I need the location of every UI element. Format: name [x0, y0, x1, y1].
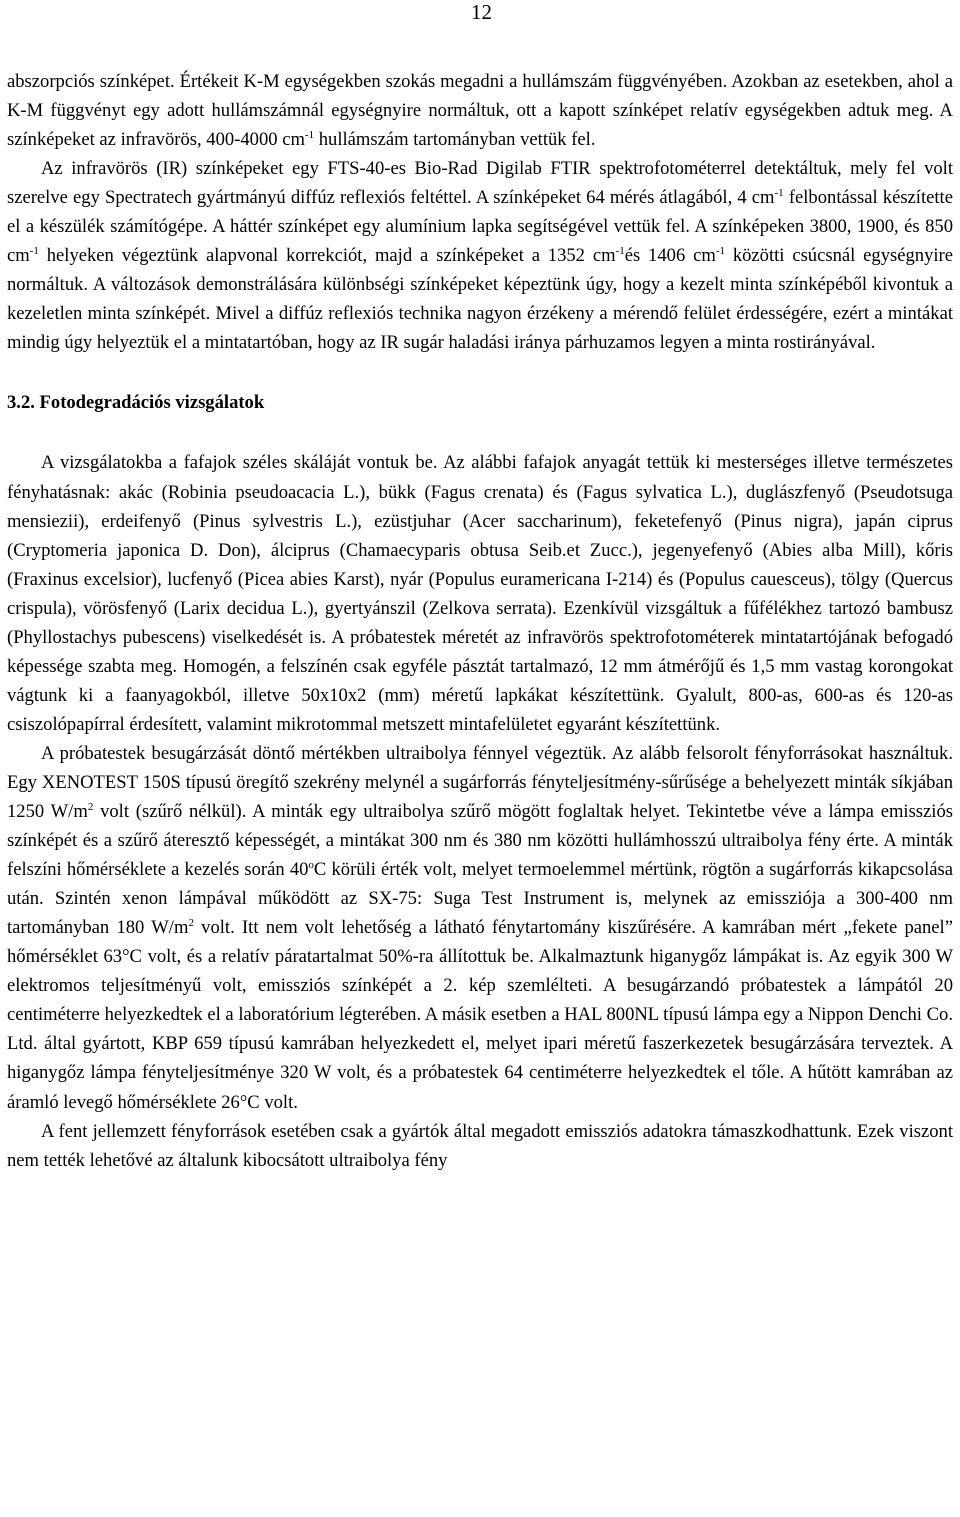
paragraph-emission-data: A fent jellemzett fényforrások esetében csak a gyártók által megadott emissziós adatokra támaszkodhattunk. Ezek viszont nem tették lehetővé az általunk kibocsátott ultraibolya fény — [7, 1120, 953, 1171]
spacer — [7, 357, 953, 388]
superscript: -1 — [774, 187, 784, 200]
page-number: 12 — [471, 0, 492, 24]
text-run: A próbatestek besugárzását döntő mértékben ultraibolya fénnyel végeztük. Az alább felsorolt fényforrásokat használtuk. Egy XENOTEST 150S típusú öregítő szekrény melynél a sugárforrás fényteljesítmény-sűrűsége a behelyezett minták síkjában 1250 W/m — [7, 742, 953, 823]
paragraph-light-sources — [7, 739, 953, 1117]
superscript: -1 — [304, 129, 315, 142]
superscript: -1 — [715, 245, 725, 258]
text-run: és 1406 cm — [624, 245, 716, 267]
superscript: -1 — [615, 245, 625, 258]
text-run: abszorpciós színképet. Értékeit K-M egységekben szokás megadni a hullámszám függvényében. Azokban az esetekben, ahol a K-M függvényt egy adott hullámszámnál egységnyire normáltuk, ott a kapott színképet relatív egységekben adtuk meg. A színképeket az infravörös, 400-4000 cm — [7, 71, 953, 151]
paragraph-wood-species: A vizsgálatokba a fafajok széles skáláját vontuk be. Az alábbi fafajok anyagát tettük ki mesterséges illetve természetes fényhatásnak: akác (Robinia pseudoacacia L.), bükk (Fagus crenata) és (Fagus sylvatica L.), duglászfenyő (Pseudotsuga mensiezii), erdeifenyő (Pinus sylvestris L.), ezüstjuhar (Acer saccharinum), feketefenyő (Pinus nigra), japán ciprus (Cryptomeria japonica D. Don), álciprus (Chamaecyparis obtusa Seib.et Zucc.), jegenyefenyő (Abies alba Mill), kőris (Fraxinus excelsior), lucfenyő (Picea abies Karst), nyár (Populus euramericana I-214) és (Populus cauesceus), tölgy (Quercus crispula), vörösfenyő (Larix decidua L.), gyertyánszil (Zelkova serrata). Ezenkívül vizsgáltuk a fűfélékhez tartozó bambusz (Phyllostachys pubescens) viselkedését is. A próbatestek méretét az infravörös spektrofotométerek mintatartójának befogadó képessége szabta meg. Homogén, a felszínén csak egyféle pásztát tartalmazó, 12 mm átmérőjű és 1,5 mm vastag korongokat vágtunk ki a faanyagokból, illetve 50x10x2 (mm) méretű lapkákat készítettünk. Gyalult, 800-as, 600-as és 120-as csiszolópapírral érdesített, valamint mikrotommal metszett mintafelületet egyaránt készítettünk. — [7, 452, 953, 735]
paragraph-spectra-units — [7, 67, 953, 154]
text-run: C körüli érték volt, melyet termoelemmel mértünk, rögtön a sugárforrás kikapcsolása után. Szintén xenon lámpával működött az SX-75: Suga Test Instrument is, melynek az emissziója a 300-400 nm tartományban 180 W/m — [7, 859, 953, 939]
section-heading: 3.2. Fotodegradációs vizsgálatok — [7, 392, 265, 414]
spacer — [7, 417, 953, 448]
superscript: 2 — [87, 801, 94, 814]
superscript: -1 — [29, 245, 39, 258]
text-run: volt. Itt nem volt lehetőség a látható fénytartomány kiszűrésére. A kamrában mért „fekete panel” hőmérséklet 63°C volt, és a relatív páratartalmat 50%-ra állítottuk be. Alkalmaztunk higanygőz lámpákat is. Az egyik 300 W elektromos teljesítményű volt, emissziós színképét a 2. kép szemlélteti. A besugárzandó próbatestek a lámpától 20 centiméterre helyezkedtek el a laboratórium légterében. A másik esetben a HAL 800NL típusú lámpa egy a Nippon Denchi Co. Ltd. által gyártott, KBP 659 típusú kamrában helyezkedett el, melyet ipari méretű faszerkezetek besugárzására terveztek. A higanygőz lámpa fényteljesítménye 320 W volt, és a próbatestek 64 centiméterre helyezkedtek el tőle. A hűtött kamrában az áramló levegő hőmérséklete 26°C volt. — [7, 917, 953, 1113]
paragraph-ir-method — [7, 154, 953, 357]
superscript: o — [308, 859, 314, 872]
text-run: közötti csúcsnál egységnyire normáltuk. A változások demonstrálására különbségi színképeket képeztünk úgy, hogy a kezelt minta színképéből kivontuk a kezeletlen minta színképét. Mivel a diffúz reflexiós technika nagyon érzékeny a mérendő felület érdességére, ezért a mintákat mindig úgy helyeztük el a mintatartóban, hogy az IR sugár haladási iránya párhuzamos legyen a minta rostirányával. — [7, 245, 953, 354]
text-run: helyeken végeztünk alapvonal korrekciót, majd a színképeket a 1352 cm — [38, 245, 616, 267]
text-run: felbontással készítette el a készülék számítógépe. A háttér színképet egy alumínium lapka segítségével vettük fel. A színképeken 3800, 1900, és 850 cm — [7, 187, 953, 267]
page-content — [7, 67, 953, 1175]
text-run: hullámszám tartományban vettük fel. — [314, 129, 596, 151]
text-run: volt (szűrő nélkül). A minták egy ultraibolya szűrő mögött foglaltak helyet. Tekintetbe véve a lámpa emissziós színképét és a szűrő áteresztő képességét, a mintákat 300 nm és 380 nm közötti hullámhosszú ultraibolya fény érte. A minták felszíni hőmérséklete a kezelés során 40 — [7, 801, 953, 881]
text-run: Az infravörös (IR) színképeket egy FTS-40-es Bio-Rad Digilab FTIR spektrofotométerrel detektáltuk, mely fel volt szerelve egy Spectratech gyártmányú diffúz reflexiós feltéttel. A színképeket 64 mérés átlagából, 4 cm — [7, 158, 953, 209]
superscript: 2 — [188, 917, 194, 930]
